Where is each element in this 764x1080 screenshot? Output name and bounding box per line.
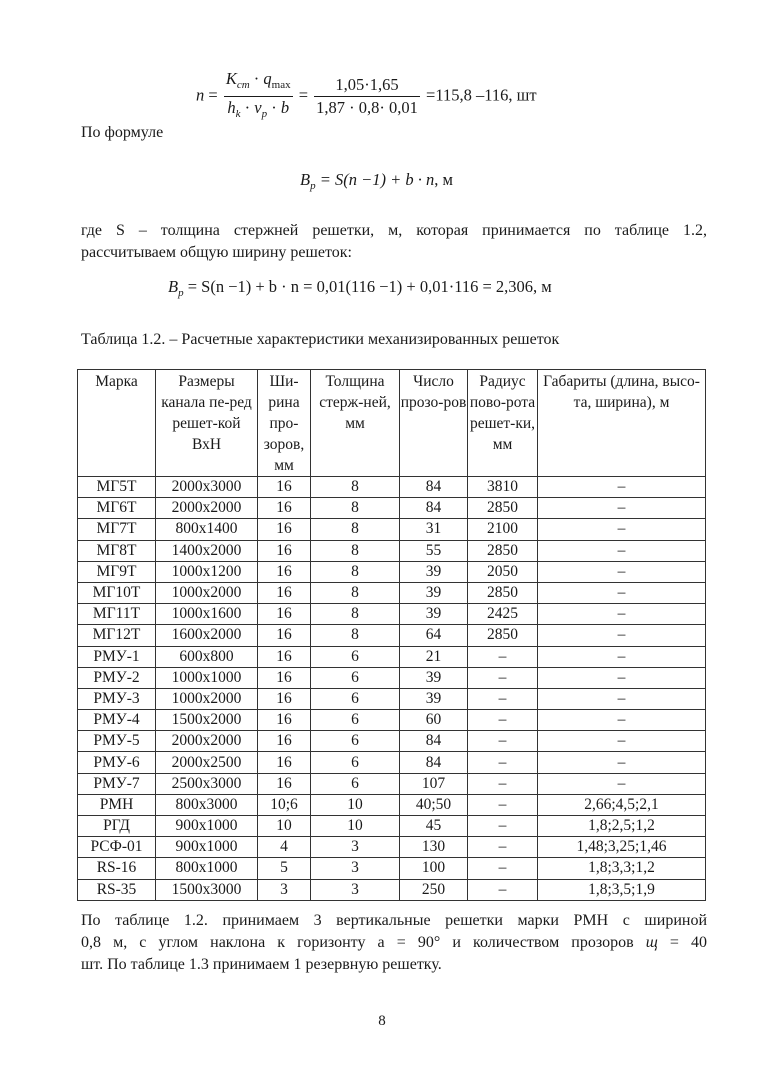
cell-gap-count: 250 [400,879,468,900]
header-turn-radius: Радиус пово-рота решет-ки, мм [468,370,538,477]
cell-turn-radius: 3810 [468,477,538,498]
cell-dimensions: – [538,773,706,794]
cell-dimensions: – [538,561,706,582]
cell-mark: РМУ-7 [78,773,156,794]
formula1-symbolic-fraction: $\frac{K_{cm} \cdot q_{max}}{h_k \cdot v_p \cdot b}$ [225,69,291,120]
cell-gap-width: 16 [258,561,311,582]
cell-dimensions: – [538,667,706,688]
cell-bar-thickness: 6 [311,710,400,731]
cell-mark: МГ12Т [78,625,156,646]
cell-gap-count: 84 [400,498,468,519]
cell-channel-size: 2000х2500 [156,752,258,773]
conclusion-paragraph: По таблице 1.2. принимаем 3 вертикальные решетки марки РМН с шириной 0,8 м, с углом наклона к горизонту а = 90° и количеством прозоров щ = 40 шт. По таблице 1.3 принимаем 1 резервную решетку. [81,912,707,973]
cell-mark: РМУ-2 [78,667,156,688]
table-row [78,858,706,879]
formula-width-general: $B_p = S(n -1) + b \cdot n$, м [300,170,453,192]
cell-channel-size: 1000х1200 [156,561,258,582]
cell-turn-radius: – [468,794,538,815]
cell-bar-thickness: 6 [311,752,400,773]
table-row [78,688,706,709]
cell-turn-radius: 2050 [468,561,538,582]
cell-mark: РМУ-4 [78,710,156,731]
cell-mark: РМН [78,794,156,815]
cell-bar-thickness: 8 [311,498,400,519]
cell-gap-count: 45 [400,816,468,837]
cell-dimensions: – [538,582,706,603]
cell-mark: РМУ-3 [78,688,156,709]
cell-mark: МГ5Т [78,477,156,498]
formula1-lhs: n [196,85,205,105]
cell-bar-thickness: 6 [311,667,400,688]
cell-channel-size: 1400х2000 [156,540,258,561]
header-bar-thickness: Толщина стерж-ней, мм [311,370,400,477]
cell-turn-radius: – [468,752,538,773]
cell-gap-count: 107 [400,773,468,794]
cell-mark: МГ7Т [78,519,156,540]
explanation-paragraph: где S – толщина стержней решетки, м, которая принимается по таблице 1.2, рассчитываем общую ширину решеток: [81,222,707,261]
cell-bar-thickness: 8 [311,625,400,646]
cell-gap-width: 16 [258,604,311,625]
table-row [78,773,706,794]
cell-bar-thickness: 8 [311,477,400,498]
table-row [78,837,706,858]
header-gap-width: Ши-рина про-зоров, мм [258,370,311,477]
cell-gap-width: 16 [258,477,311,498]
cell-gap-width: 16 [258,646,311,667]
cell-turn-radius: – [468,667,538,688]
table-caption: Таблица 1.2. – Расчетные характеристики механизированных решеток [81,331,560,348]
cell-gap-width: 16 [258,710,311,731]
cell-channel-size: 2000х2000 [156,731,258,752]
table-row [78,731,706,752]
table-row [78,794,706,815]
cell-turn-radius: – [468,773,538,794]
header-mark: Марка [78,370,156,477]
cell-gap-width: 5 [258,858,311,879]
cell-channel-size: 800х1400 [156,519,258,540]
cell-turn-radius: 2425 [468,604,538,625]
cell-gap-width: 16 [258,667,311,688]
cell-dimensions: 1,8;2,5;1,2 [538,816,706,837]
table-row [78,498,706,519]
cell-bar-thickness: 8 [311,540,400,561]
cell-gap-count: 39 [400,561,468,582]
cell-channel-size: 1500х2000 [156,710,258,731]
cell-channel-size: 1600х2000 [156,625,258,646]
cell-gap-count: 39 [400,688,468,709]
table-row [78,710,706,731]
cell-mark: МГ6Т [78,498,156,519]
cell-channel-size: 900х1000 [156,837,258,858]
cell-gap-width: 16 [258,519,311,540]
cell-bar-thickness: 8 [311,561,400,582]
cell-dimensions: 1,8;3,5;1,9 [538,879,706,900]
cell-dimensions: – [538,477,706,498]
cell-turn-radius: – [468,731,538,752]
cell-bar-thickness: 10 [311,816,400,837]
table-row [78,540,706,561]
cell-dimensions: – [538,710,706,731]
cell-turn-radius: – [468,837,538,858]
table-row [78,667,706,688]
cell-mark: РМУ-6 [78,752,156,773]
cell-gap-width: 16 [258,540,311,561]
cell-mark: РГД [78,816,156,837]
cell-turn-radius: – [468,858,538,879]
cell-gap-count: 39 [400,604,468,625]
cell-channel-size: 2500х3000 [156,773,258,794]
cell-dimensions: – [538,498,706,519]
table-row [78,646,706,667]
formula-count-bars: n = $\frac{K_{cm} \cdot q_{max}}{h_k \cdot v_p \cdot b}$ = $\frac{1,05\cdot 1,65}{1,87 \cdot 0,8\cdot 0,01}$ =115,8 –116, шт [196,68,537,125]
cell-gap-count: 55 [400,540,468,561]
cell-gap-width: 3 [258,879,311,900]
cell-turn-radius: 2100 [468,519,538,540]
cell-turn-radius: – [468,879,538,900]
cell-mark: МГ9Т [78,561,156,582]
cell-mark: RS-16 [78,858,156,879]
header-gap-count: Число прозо-ров [400,370,468,477]
cell-channel-size: 2000х2000 [156,498,258,519]
cell-channel-size: 1000х1000 [156,667,258,688]
cell-mark: МГ11Т [78,604,156,625]
table-row [78,582,706,603]
cell-mark: МГ8Т [78,540,156,561]
cell-turn-radius: 2850 [468,625,538,646]
table-row [78,816,706,837]
cell-gap-width: 16 [258,625,311,646]
cell-dimensions: – [538,604,706,625]
cell-gap-count: 84 [400,752,468,773]
cell-bar-thickness: 8 [311,582,400,603]
table-row [78,879,706,900]
cell-turn-radius: 2850 [468,498,538,519]
cell-gap-width: 10;6 [258,794,311,815]
cell-bar-thickness: 8 [311,604,400,625]
cell-gap-count: 84 [400,477,468,498]
cell-gap-count: 100 [400,858,468,879]
formula1-numeric-fraction: $\frac{1,05\cdot 1,65}{1,87 \cdot 0,8\cdot 0,01}$ [316,75,418,117]
cell-gap-width: 16 [258,752,311,773]
cell-channel-size: 800х1000 [156,858,258,879]
cell-dimensions: – [538,625,706,646]
cell-bar-thickness: 3 [311,837,400,858]
cell-mark: МГ10Т [78,582,156,603]
cell-gap-width: 4 [258,837,311,858]
cell-gap-count: 130 [400,837,468,858]
cell-gap-count: 31 [400,519,468,540]
cell-gap-count: 21 [400,646,468,667]
cell-gap-count: 39 [400,667,468,688]
table-row [78,625,706,646]
cell-gap-width: 16 [258,688,311,709]
cell-dimensions: – [538,688,706,709]
cell-turn-radius: 2850 [468,582,538,603]
page-number: 8 [378,1013,386,1029]
cell-turn-radius: – [468,688,538,709]
cell-bar-thickness: 6 [311,688,400,709]
table-row [78,477,706,498]
cell-gap-width: 16 [258,731,311,752]
formula-width-calculated: $B_p = S(n -1) + b \cdot n = 0,01(116 -1) + 0,01\cdot 116 = 2,306$, м [168,277,552,299]
cell-dimensions: – [538,731,706,752]
cell-dimensions: 1,8;3,3;1,2 [538,858,706,879]
cell-gap-width: 16 [258,498,311,519]
cell-bar-thickness: 3 [311,879,400,900]
cell-bar-thickness: 6 [311,731,400,752]
cell-turn-radius: – [468,710,538,731]
cell-gap-width: 16 [258,773,311,794]
header-dimensions: Габариты (длина, высо-та, ширина), м [538,370,706,477]
cell-turn-radius: – [468,646,538,667]
table-row [78,752,706,773]
cell-bar-thickness: 10 [311,794,400,815]
cell-mark: РСФ-01 [78,837,156,858]
cell-dimensions: – [538,752,706,773]
cell-dimensions: – [538,646,706,667]
intro-text: По формуле [81,124,164,141]
table-row [78,519,706,540]
table-row [78,561,706,582]
cell-channel-size: 1000х2000 [156,582,258,603]
cell-mark: RS-35 [78,879,156,900]
cell-dimensions: 2,66;4,5;2,1 [538,794,706,815]
table-header-row [78,370,706,477]
cell-channel-size: 900х1000 [156,816,258,837]
cell-channel-size: 600х800 [156,646,258,667]
cell-channel-size: 1000х2000 [156,688,258,709]
cell-gap-width: 16 [258,582,311,603]
cell-gap-width: 10 [258,816,311,837]
header-channel-size: Размеры канала пе-ред решет-кой ВхН [156,370,258,477]
screens-characteristics-table [77,369,706,901]
cell-bar-thickness: 8 [311,519,400,540]
cell-mark: РМУ-1 [78,646,156,667]
cell-bar-thickness: 6 [311,646,400,667]
table-row [78,604,706,625]
cell-mark: РМУ-5 [78,731,156,752]
cell-channel-size: 2000х3000 [156,477,258,498]
cell-channel-size: 800х3000 [156,794,258,815]
cell-gap-count: 64 [400,625,468,646]
cell-gap-count: 39 [400,582,468,603]
cell-gap-count: 60 [400,710,468,731]
cell-dimensions: – [538,540,706,561]
cell-bar-thickness: 3 [311,858,400,879]
cell-channel-size: 1500х3000 [156,879,258,900]
cell-channel-size: 1000х1600 [156,604,258,625]
cell-gap-count: 84 [400,731,468,752]
cell-turn-radius: 2850 [468,540,538,561]
formula1-result: =115,8 –116 [426,85,509,105]
cell-bar-thickness: 6 [311,773,400,794]
cell-turn-radius: – [468,816,538,837]
cell-gap-count: 40;50 [400,794,468,815]
cell-dimensions: – [538,519,706,540]
cell-dimensions: 1,48;3,25;1,46 [538,837,706,858]
